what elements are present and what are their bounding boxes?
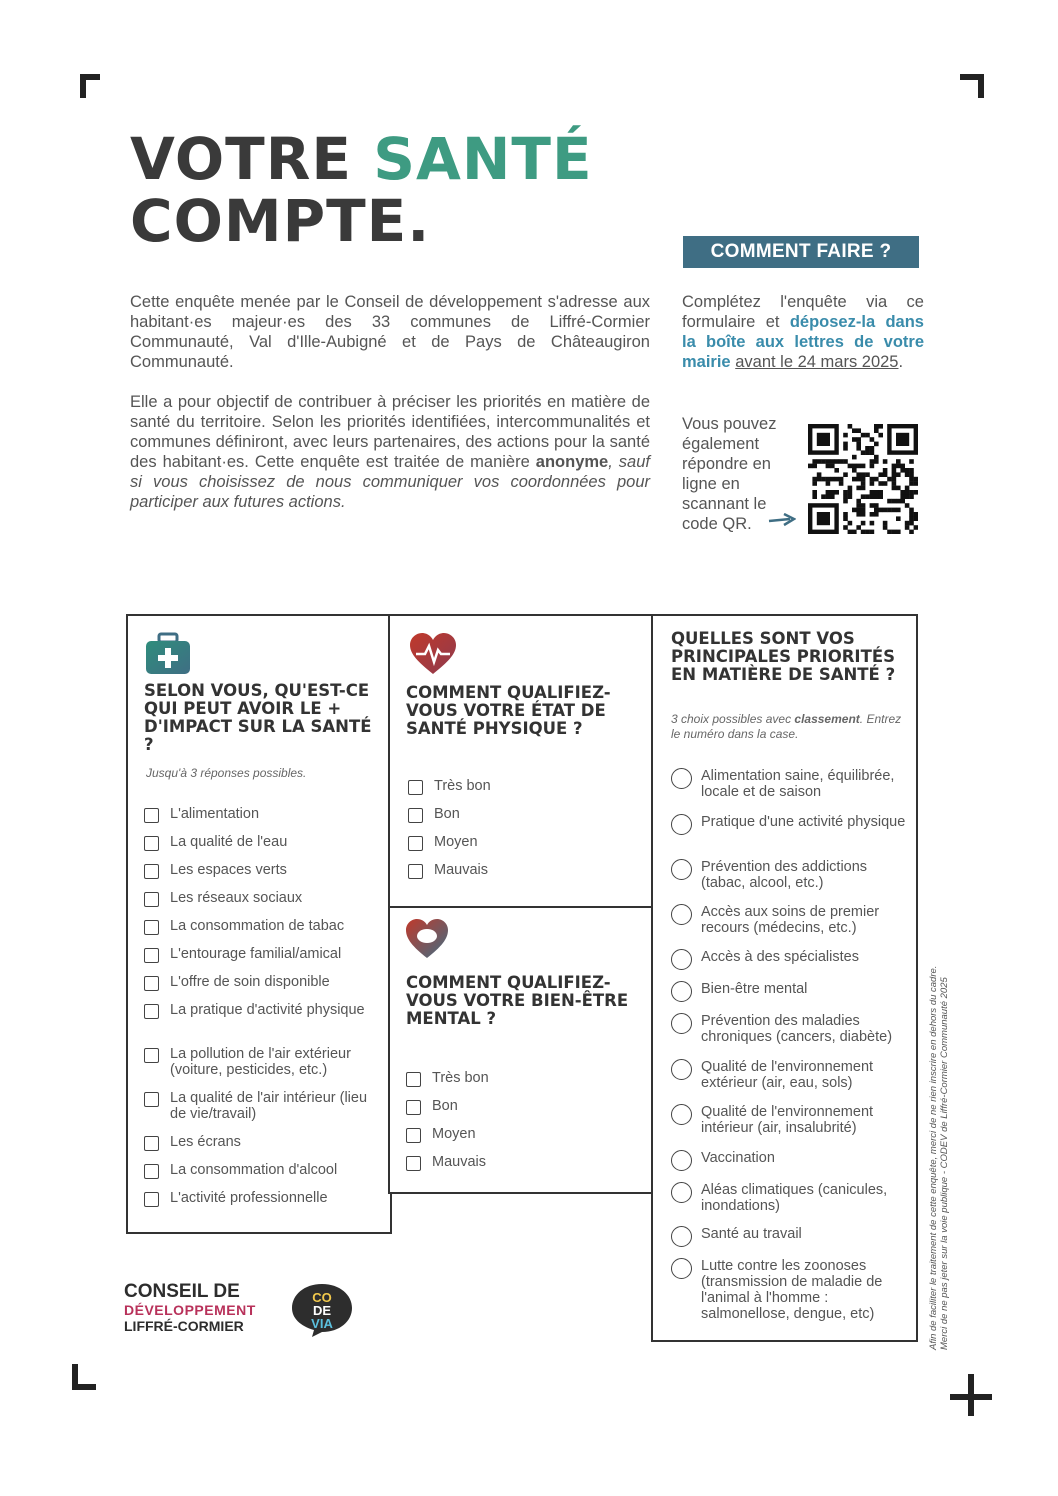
q3-option-2-label: Bon	[432, 1098, 458, 1114]
q4-option-12-rank-box[interactable]	[671, 1226, 692, 1247]
q3-option-3-label: Moyen	[432, 1126, 476, 1142]
q4-option-11-label: Aléas climatiques (canicules, inondations)	[701, 1182, 888, 1214]
q3-option-4-label: Mauvais	[432, 1154, 486, 1170]
crop-mark-top-right-v	[978, 74, 984, 98]
q4-option-8-rank-box[interactable]	[671, 1059, 692, 1080]
question-4-title: QUELLES SONT VOS PRINCIPALES PRIORITÉS EN MATIÈRE DE SANTÉ ?	[671, 629, 896, 684]
q3-option-2-checkbox[interactable]	[406, 1100, 421, 1115]
intro-paragraph-2	[130, 392, 650, 512]
q4-option-2-label: Pratique d'une activité physique	[701, 814, 906, 830]
q4-option-6-rank-box[interactable]	[671, 981, 692, 1002]
arrow-right-icon	[768, 513, 796, 527]
q2-option-2-checkbox[interactable]	[408, 808, 423, 823]
q1-option-12-checkbox[interactable]	[144, 1164, 159, 1179]
q1-option-7-checkbox[interactable]	[144, 976, 159, 991]
q4-option-1-rank-box[interactable]	[671, 768, 692, 789]
codevia-top: CO	[312, 1290, 332, 1305]
howto-text-c: .	[898, 353, 904, 371]
logo-line-1: CONSEIL DE	[124, 1281, 240, 1302]
intro-paragraph-1: Cette enquête menée par le Conseil de développement s'adresse aux habitant·es majeur·es des 33 communes de Liffré-Cormier Communauté, Val d'Ille-Aubigné et de Pays de Châteaugiron Communauté.	[130, 293, 650, 371]
question-4-box	[651, 614, 918, 1342]
q4-option-4-rank-box[interactable]	[671, 904, 692, 925]
heart-pulse-icon	[408, 632, 458, 676]
q1-option-2-checkbox[interactable]	[144, 836, 159, 851]
q4-option-7-rank-box[interactable]	[671, 1013, 692, 1034]
q1-option-13-checkbox[interactable]	[144, 1192, 159, 1207]
intro-p2-bold: anonyme	[535, 453, 609, 471]
howto-deadline: avant le 24 mars 2025	[735, 353, 899, 371]
q1-option-4-label: Les réseaux sociaux	[170, 890, 303, 906]
logo-line-2: DÉVELOPPEMENT	[124, 1302, 256, 1318]
q3-option-4-checkbox[interactable]	[406, 1156, 421, 1171]
q1-option-10-checkbox[interactable]	[144, 1092, 159, 1107]
question-2-title: COMMENT QUALIFIEZ-VOUS VOTRE ÉTAT DE SANTÉ PHYSIQUE ?	[406, 683, 611, 738]
q4-option-10-rank-box[interactable]	[671, 1150, 692, 1171]
logo-line-3: LIFFRÉ-CORMIER	[124, 1318, 244, 1334]
crop-mark-bottom-left-h	[72, 1384, 96, 1390]
q3-option-3-checkbox[interactable]	[406, 1128, 421, 1143]
side-note-line-1: Afin de faciliter le traitement de cette enquête, merci de ne rien inscrire en dehors du cadre.	[928, 965, 939, 1350]
q1-option-9-checkbox[interactable]	[144, 1048, 159, 1063]
q1-option-4-checkbox[interactable]	[144, 892, 159, 907]
q1-option-7-label: L'offre de soin disponible	[170, 974, 330, 990]
side-note	[928, 966, 950, 1350]
intro-text	[130, 292, 650, 532]
q4-option-11-rank-box[interactable]	[671, 1182, 692, 1203]
title-part1: VOTRE	[130, 125, 374, 193]
crop-mark-top-left-v	[80, 74, 86, 98]
q4-option-2-rank-box[interactable]	[671, 814, 692, 835]
qr-code-icon[interactable]	[808, 424, 918, 534]
question-3-box	[388, 906, 655, 1194]
q1-option-1-checkbox[interactable]	[144, 808, 159, 823]
q4-option-6-label: Bien-être mental	[701, 981, 808, 997]
q1-option-3-checkbox[interactable]	[144, 864, 159, 879]
q4-option-8-label: Qualité de l'environnement extérieur (air, eau, sols)	[701, 1059, 874, 1091]
question-1-title: SELON VOUS, QU'EST-CE QUI PEUT AVOIR LE + D'IMPACT SUR LA SANTÉ ?	[144, 681, 372, 754]
q1-option-6-checkbox[interactable]	[144, 948, 159, 963]
crop-mark-plus-v	[968, 1374, 974, 1416]
page-title	[130, 125, 593, 255]
intro-p2-italic: , sauf si vous choisissez de nous communiquer vos coordonnées pour participer aux futures actions.	[130, 453, 650, 511]
q4-option-4-label: Accès aux soins de premier recours (médecins, etc.)	[701, 904, 880, 936]
q4-option-1-label: Alimentation saine, équilibrée, locale et de saison	[701, 768, 895, 800]
q1-option-5-label: La consommation de tabac	[170, 918, 345, 934]
q2-option-3-checkbox[interactable]	[408, 836, 423, 851]
howto-title: COMMENT FAIRE ?	[683, 236, 919, 268]
q3-option-1-checkbox[interactable]	[406, 1072, 421, 1087]
q4-option-12-label: Santé au travail	[701, 1226, 802, 1242]
codevia-mid: DE	[312, 1303, 332, 1318]
question-1-help: Jusqu'à 3 réponses possibles.	[146, 766, 307, 780]
q2-option-4-checkbox[interactable]	[408, 864, 423, 879]
online-text: Vous pouvez également répondre en ligne en scannant le code QR.	[682, 415, 777, 533]
title-accent: SANTÉ	[373, 125, 593, 193]
question-1-box	[126, 614, 392, 1234]
question-4-help	[671, 712, 911, 742]
q2-option-4-label: Mauvais	[434, 862, 488, 878]
question-2-box	[388, 614, 655, 910]
q4-option-5-label: Accès à des spécialistes	[701, 949, 859, 965]
medical-kit-icon	[144, 632, 192, 676]
q1-option-11-label: Les écrans	[170, 1134, 241, 1150]
question-3-title: COMMENT QUALIFIEZ-VOUS VOTRE BIEN-ÊTRE MENTAL ?	[406, 973, 629, 1028]
q1-option-2-label: La qualité de l'eau	[170, 834, 288, 850]
q2-option-3-label: Moyen	[434, 834, 478, 850]
q1-option-5-checkbox[interactable]	[144, 920, 159, 935]
side-note-line-2: Merci de ne pas jeter sur la voie publique - CODEV de Liffré-Cormier Communauté 2025	[939, 977, 950, 1350]
q1-option-12-label: La consommation d'alcool	[170, 1162, 338, 1178]
q1-option-8-checkbox[interactable]	[144, 1004, 159, 1019]
howto-text-a: Complétez l'enquête via ce formulaire et	[682, 293, 924, 331]
howto-text	[682, 292, 924, 372]
q4-help-b: . Entrez le numéro dans la case.	[671, 712, 902, 741]
q1-option-11-checkbox[interactable]	[144, 1136, 159, 1151]
q1-option-8-label: La pratique d'activité physique	[170, 1002, 365, 1018]
q4-option-13-rank-box[interactable]	[671, 1258, 692, 1279]
q4-option-7-label: Prévention des maladies chroniques (cancers, diabète)	[701, 1013, 893, 1045]
howto-highlight: déposez-la dans la boîte aux lettres de votre mairie	[682, 313, 924, 371]
intro-p2-text: Elle a pour objectif de contribuer à préciser les priorités en matière de santé du territoire. Selon les priorités identifiées, intercommunalités et communes définiront, avec leurs partenaires, des actions pour la santé des habitant·es. Cette enquête est traitée de manière	[130, 393, 650, 471]
q1-option-13-label: L'activité professionnelle	[170, 1190, 328, 1206]
heart-brain-icon	[404, 918, 450, 960]
q2-option-1-checkbox[interactable]	[408, 780, 423, 795]
q4-option-10-label: Vaccination	[701, 1150, 775, 1166]
q4-option-3-rank-box[interactable]	[671, 859, 692, 880]
codevia-logo	[290, 1282, 354, 1338]
q3-option-1-label: Très bon	[432, 1070, 489, 1086]
q4-option-9-label: Qualité de l'environnement intérieur (air, insalubrité)	[701, 1104, 874, 1136]
codevia-bot: VIA	[311, 1316, 333, 1331]
q4-help-a: 3 choix possibles avec	[671, 712, 795, 726]
title-line2: COMPTE.	[130, 187, 431, 255]
q1-option-9-label: La pollution de l'air extérieur (voiture, pesticides, etc.)	[170, 1046, 351, 1078]
q2-option-1-label: Très bon	[434, 778, 491, 794]
q1-option-1-label: L'alimentation	[170, 806, 260, 822]
q1-option-10-label: La qualité de l'air intérieur (lieu de vie/travail)	[170, 1090, 368, 1122]
q2-option-2-label: Bon	[434, 806, 460, 822]
q4-help-bold: classement	[794, 712, 860, 726]
q4-option-3-label: Prévention des addictions (tabac, alcool, etc.)	[701, 859, 868, 891]
codev-logo	[124, 1282, 256, 1335]
q4-option-9-rank-box[interactable]	[671, 1104, 692, 1125]
q1-option-6-label: L'entourage familial/amical	[170, 946, 342, 962]
q4-option-5-rank-box[interactable]	[671, 949, 692, 970]
q4-option-13-label: Lutte contre les zoonoses (transmission de maladie de l'animal à l'homme : salmonellose, dengue, etc)	[701, 1258, 883, 1322]
q1-option-3-label: Les espaces verts	[170, 862, 287, 878]
